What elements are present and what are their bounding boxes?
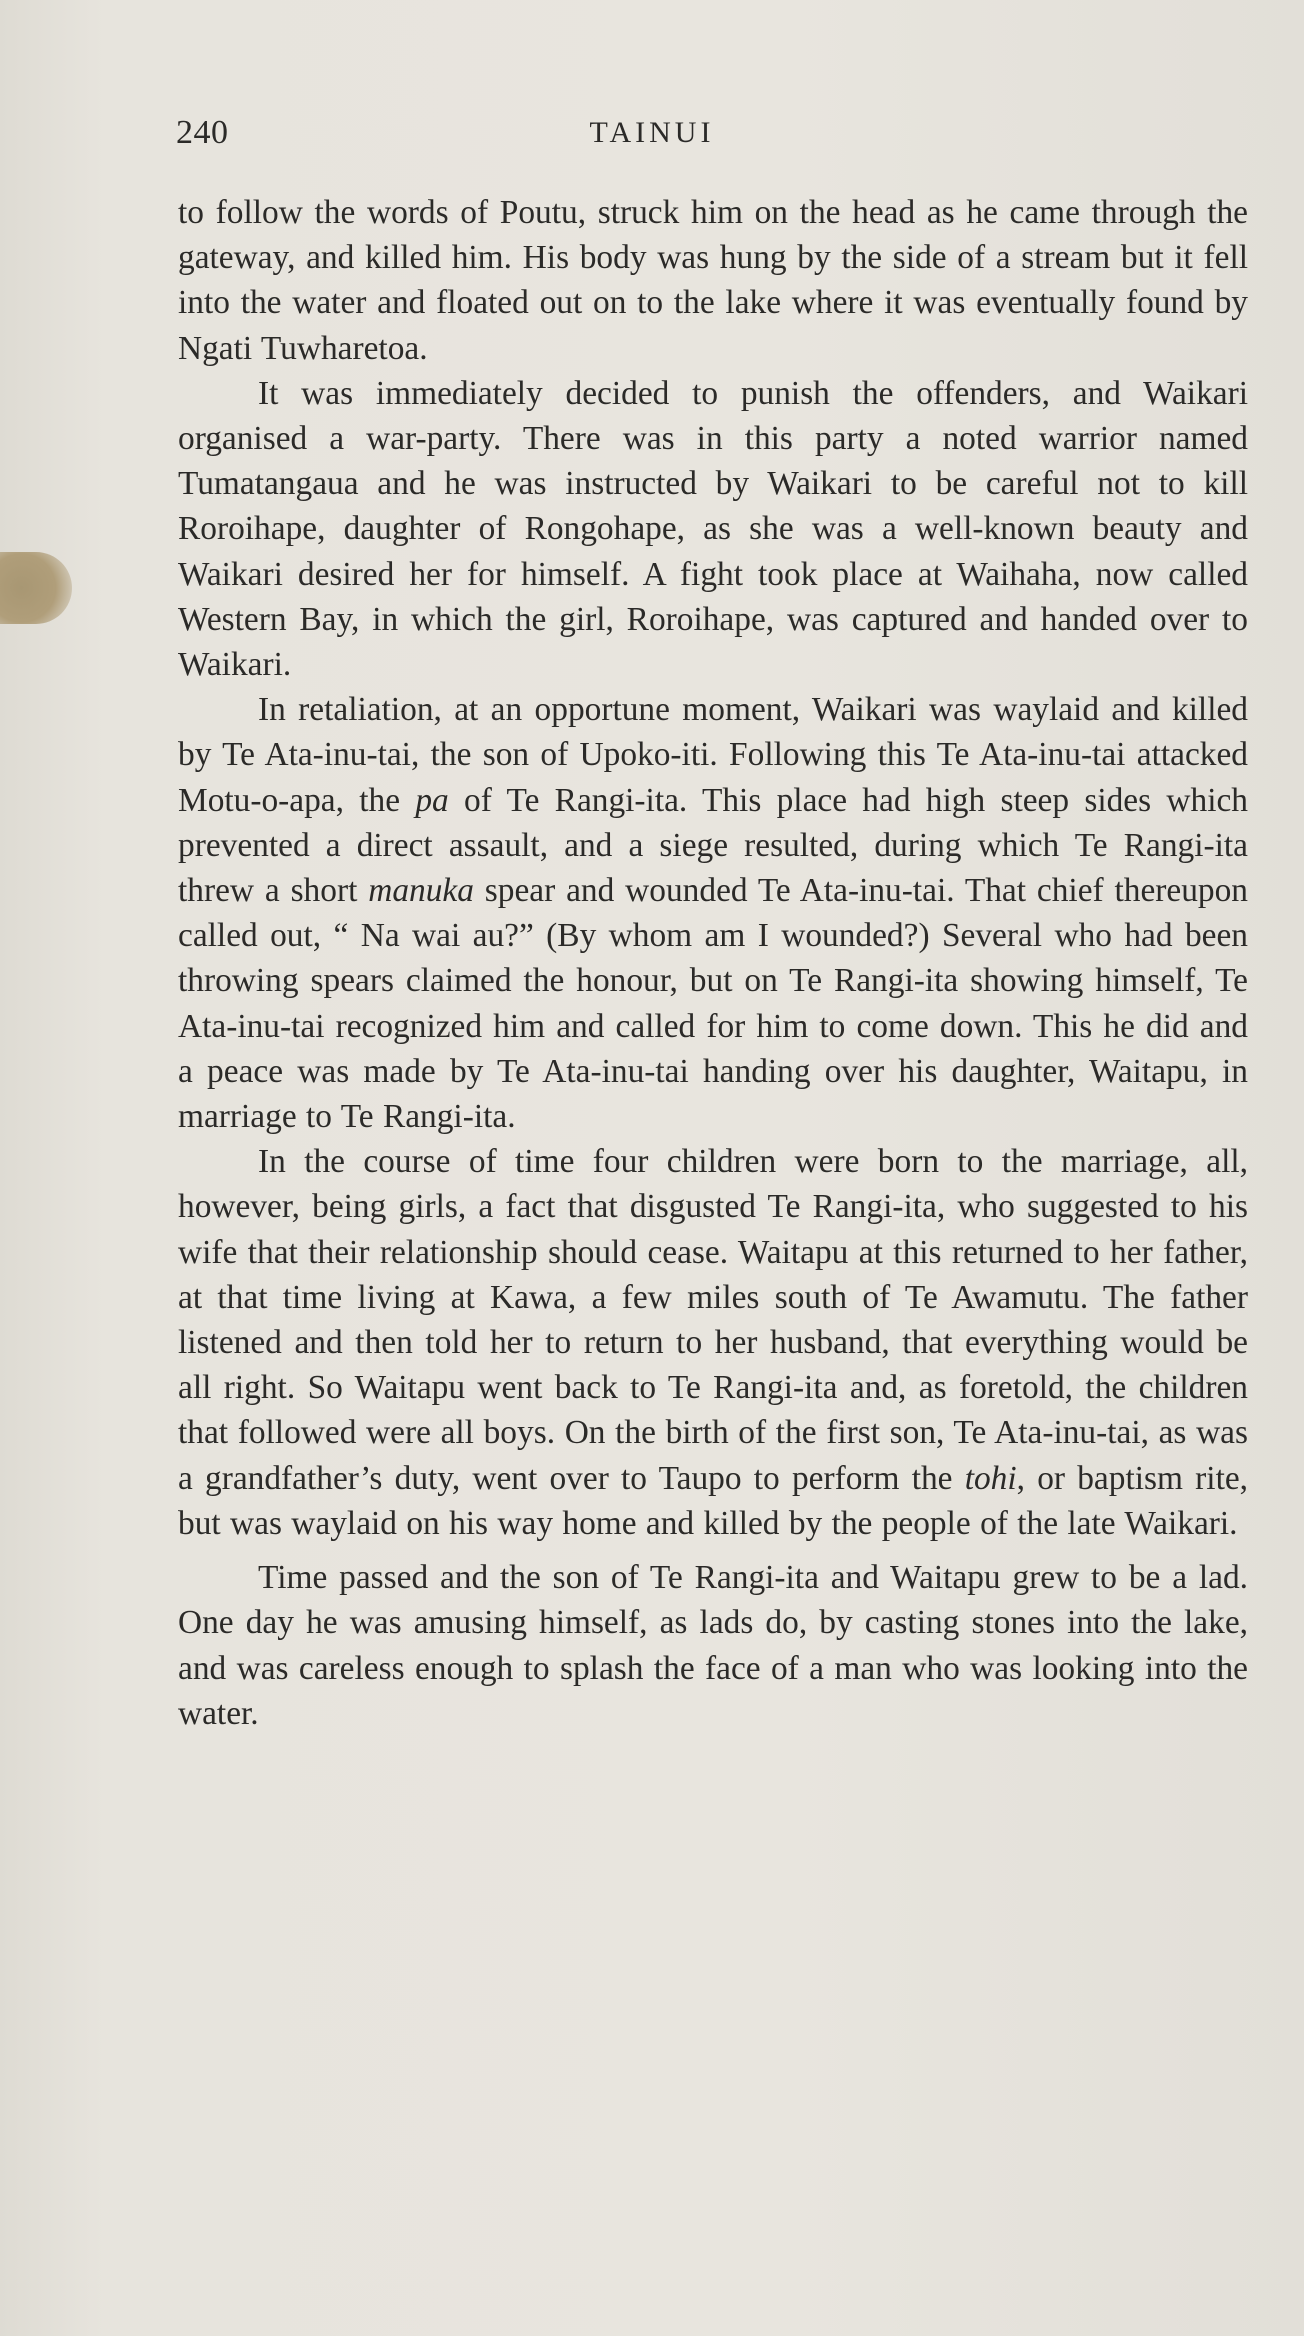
text-run: of Te Rangi-ita. This place had high steep sides which prevented a direct assault, and a siege resulted, during which Te Rangi-ita threw a short xyxy=(178,781,1249,910)
italic-term: pa xyxy=(415,781,449,819)
paragraph xyxy=(178,190,1248,371)
text-run: Time passed and the son of Te Rangi-ita and Waitapu grew to be a lad. One day he was amusing himself, as lads do, by casting stones into the lake, and was careless enough to splash the face of a man who was looking into the water. xyxy=(178,1559,1248,1732)
running-title: TAINUI xyxy=(589,116,715,149)
text-run: to follow the words of Poutu, struck him on the head as he came through the gateway, and killed him. His body was hung by the side of a stream but it fell into the water and floated out on to the lake where it was eventually found by Ngati Tuwharetoa. xyxy=(178,194,1248,367)
text-run: , or baptism rite, but was waylaid on his way home and killed by the people of the late Waikari. xyxy=(178,1459,1249,1542)
paragraph xyxy=(178,371,1248,687)
page-number: 240 xyxy=(176,114,229,151)
text-run: In retaliation, at an opportune moment, Waikari was waylaid and killed by Te Ata-inu-tai, the son of Upoko-iti. Following this Te Ata-inu-tai attacked Motu-o-apa, the xyxy=(178,691,1248,819)
italic-term: tohi xyxy=(964,1459,1017,1497)
paragraph xyxy=(178,687,1248,1139)
text-run: spear and wounded Te Ata-inu-tai. That chief thereupon called out, “ Na wai au?” (By whom am I wounded?) Several who had been throwing spears claimed the honour, but on Te Rangi-ita showing himself, Te Ata-inu-tai recognized him and called for him to come down. This he did and a peace was made by Te Ata-inu-tai handing over his daughter, Waitapu, in marriage to Te Rangi-ita. xyxy=(178,872,1249,1136)
body-text xyxy=(178,190,1248,1736)
text-run: In the course of time four children were born to the marriage, all, however, being girls, a fact that disgusted Te Rangi-ita, who suggested to his wife that their relationship should cease. Waitapu at this returned to her father, at that time living at Kawa, a few miles south of Te Awamutu. The father listened and then told her to return to her husband, that everything would be all right. So Waitapu went back to Te Rangi-ita and, as foretold, the children that followed were all boys. On the birth of the first son, Te Ata-inu-tai, as was a grandfather’s duty, went over to Taupo to perform the xyxy=(178,1143,1248,1497)
paper-stain xyxy=(0,552,72,624)
italic-term: manuka xyxy=(368,872,474,910)
paragraph xyxy=(178,1555,1248,1736)
paragraph xyxy=(178,1139,1248,1546)
text-run: It was immediately decided to punish the offenders, and Waikari organised a war-party. There was in this party a noted warrior named Tumatangaua and he was instructed by Waikari to be careful not to kill Roroihape, daughter of Rongohape, as she was a well-known beauty and Waikari desired her for himself. A fight took place at Waihaha, now called Western Bay, in which the girl, Roroihape, was captured and handed over to Waikari. xyxy=(178,374,1248,684)
